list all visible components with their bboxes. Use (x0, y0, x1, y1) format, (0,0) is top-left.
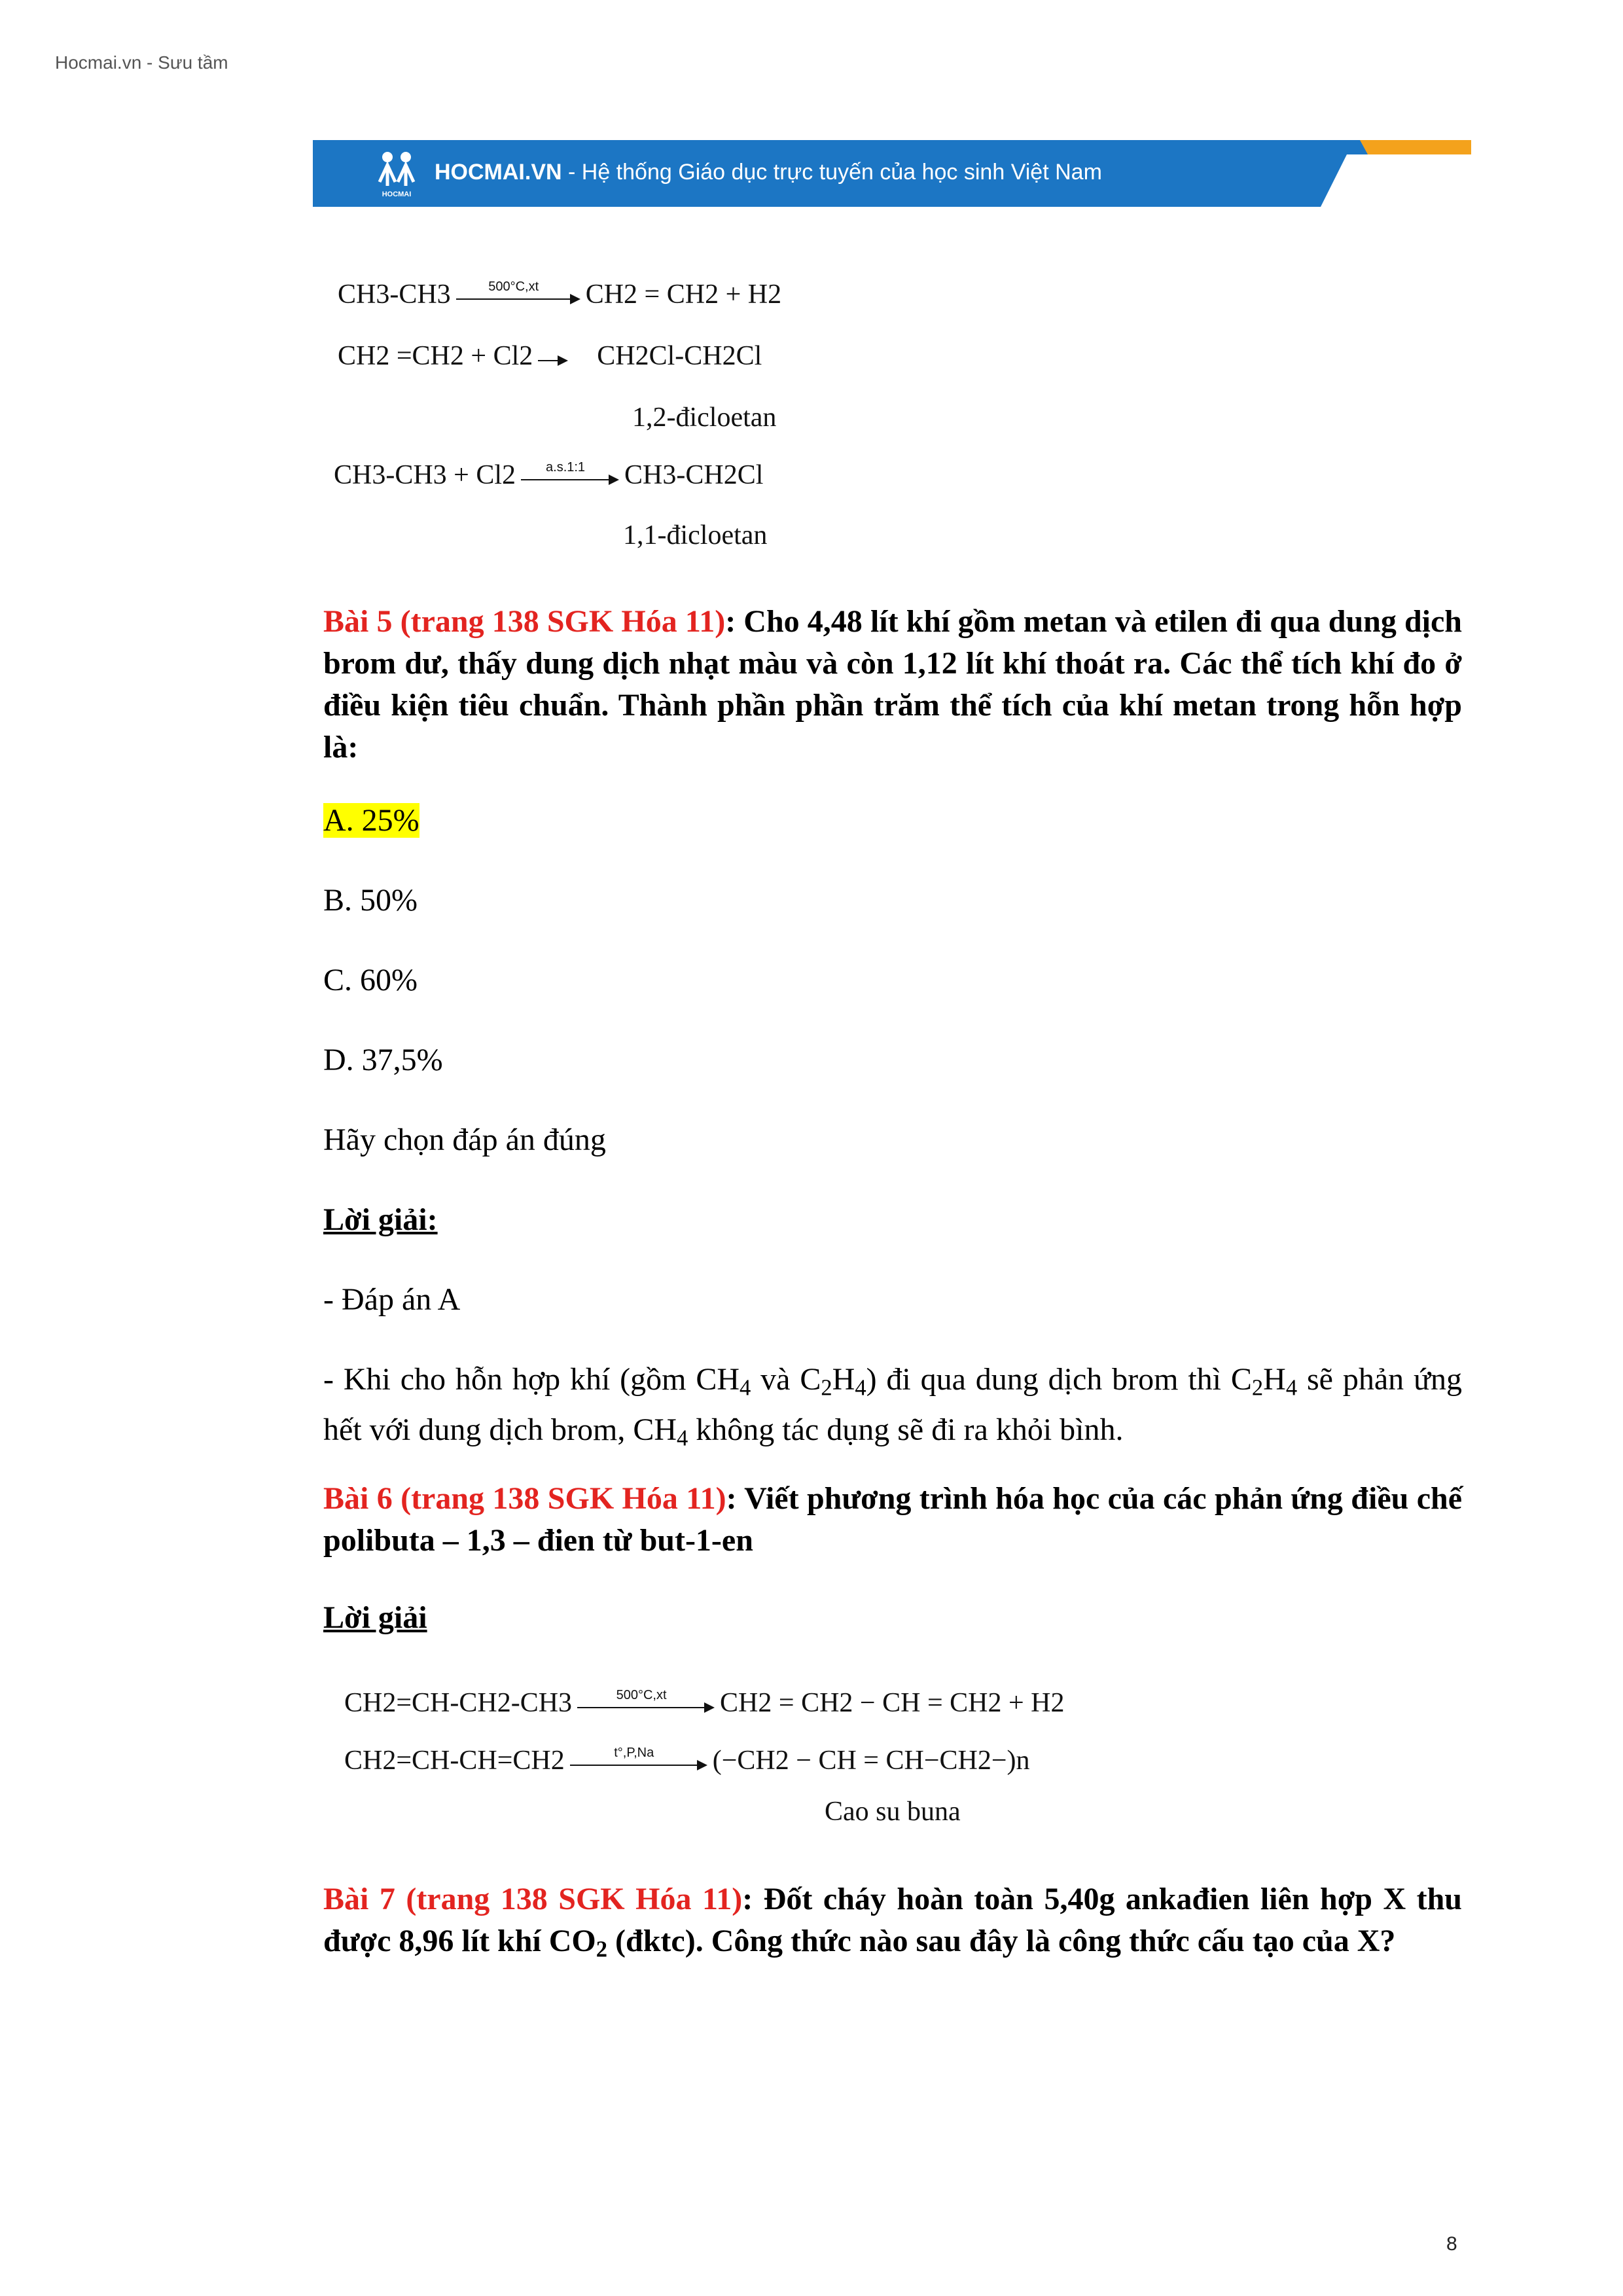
bai6-eq2-left: CH2=CH-CH=CH2 (344, 1746, 565, 1776)
bai5-option-a: A. 25% (323, 803, 419, 838)
source-note: Hocmai.vn - Sưu tầm (55, 52, 228, 73)
bai6-eq1-condition: 500°C,xt (616, 1688, 667, 1703)
eq2-left: CH2 =CH2 + Cl2 (338, 341, 533, 371)
banner-accent (1360, 140, 1471, 154)
reaction-arrow (577, 1688, 715, 1718)
bai7-question: Bài 7 (trang 138 SGK Hóa 11): Đốt cháy hoàn toàn 5,40g ankađien liên hợp X thu được 8,96 lít khí $CO_2$ (đktc). Công thức nào sau đây là công thức cấu tạo của X? (323, 1882, 1462, 1962)
bai5-question (323, 601, 1462, 768)
bai5-solution-label: Lời giải: (323, 1202, 438, 1237)
eq1-left: CH3-CH3 (338, 279, 451, 310)
equation-1 (338, 279, 781, 310)
bai7-ref: Bài 7 (trang 138 SGK Hóa 11) (323, 1882, 743, 1916)
eq3-left: CH3-CH3 + Cl2 (334, 460, 516, 490)
reaction-arrow (538, 345, 568, 371)
header-banner (313, 140, 1471, 207)
bai5-option-c: C. 60% (323, 963, 418, 997)
reaction-arrow (456, 279, 580, 310)
bai5-answer: - Đáp án A (323, 1282, 461, 1317)
eq3-product-name: 1,1-đicloetan (623, 520, 768, 550)
bai6-eq1-left: CH2=CH-CH2-CH3 (344, 1688, 573, 1718)
brand-name: HOCMAI.VN (435, 160, 562, 185)
reaction-arrow (521, 460, 619, 490)
bai7-question-text: : Đốt cháy hoàn toàn 5,40g ankađien liên hợp X thu được 8,96 lít khí CO (323, 1882, 1462, 1958)
bai5-option-d: D. 37,5% (323, 1043, 443, 1077)
bai6-question-text: : Viết phương trình hóa học của các phản ứng điều chế polibuta – 1,3 – đien từ but-1-en (323, 1481, 1463, 1558)
eq3-right: CH3-CH2Cl (624, 460, 764, 490)
bai6-equation-2 (344, 1745, 1030, 1776)
eq2-product-name: 1,2-đicloetan (632, 403, 777, 433)
banner-text (435, 160, 1102, 185)
bai6-eq2-right: (−CH2 − CH = CH−CH2−)n (712, 1746, 1030, 1776)
eq3-condition: a.s.1:1 (546, 460, 586, 475)
eq2-right: CH2Cl-CH2Cl (597, 341, 762, 371)
reaction-arrow (570, 1746, 707, 1776)
eq1-condition: 500°C,xt (488, 279, 539, 295)
bai5-option-b: B. 50% (323, 883, 418, 918)
bai6-ref: Bài 6 (trang 138 SGK Hóa 11) (323, 1481, 726, 1516)
bai6-eq1-right: CH2 = CH2 − CH = CH2 + H2 (720, 1688, 1065, 1718)
bai6-question (323, 1478, 1462, 1562)
bai5-question-text: : Cho 4,48 lít khí gồm metan và etilen đi qua dung dịch brom dư, thấy dung dịch nhạt màu và còn 1,12 lít khí thoát ra. Các thể tích khí đo ở điều kiện tiêu chuẩn. Thành phần phần trăm thể tích của khí metan trong hỗn hợp là: (323, 604, 1463, 764)
page-number: 8 (1446, 2233, 1457, 2255)
bai6-eq2-condition: t°,P,Na (614, 1746, 654, 1761)
eq1-right: CH2 = CH2 + H2 (585, 279, 782, 310)
equation-2 (338, 340, 762, 372)
bai6-solution-label: Lời giải (323, 1600, 427, 1635)
bai6-equation-1 (344, 1687, 1065, 1719)
equation-3 (334, 459, 763, 491)
bai5-explanation: - Khi cho hỗn hợp khí (gồm $CH_4$ và $C_2H_4$) đi qua dung dịch brom thì $C_2H_4$ sẽ phản ứng hết với dung dịch brom, $CH_4$ không tác dụng sẽ đi ra khỏi bình. (323, 1362, 1463, 1451)
bai5-ref: Bài 5 (trang 138 SGK Hóa 11) (323, 604, 726, 639)
hocmai-logo-icon (370, 149, 423, 199)
bai5-prompt: Hãy chọn đáp án đúng (323, 1122, 606, 1157)
bai6-product-name: Cao su buna (825, 1797, 961, 1827)
banner-tagline: - Hệ thống Giáo dục trực tuyến của học sinh Việt Nam (562, 160, 1102, 185)
logo-caption: HOCMAI (382, 190, 412, 198)
